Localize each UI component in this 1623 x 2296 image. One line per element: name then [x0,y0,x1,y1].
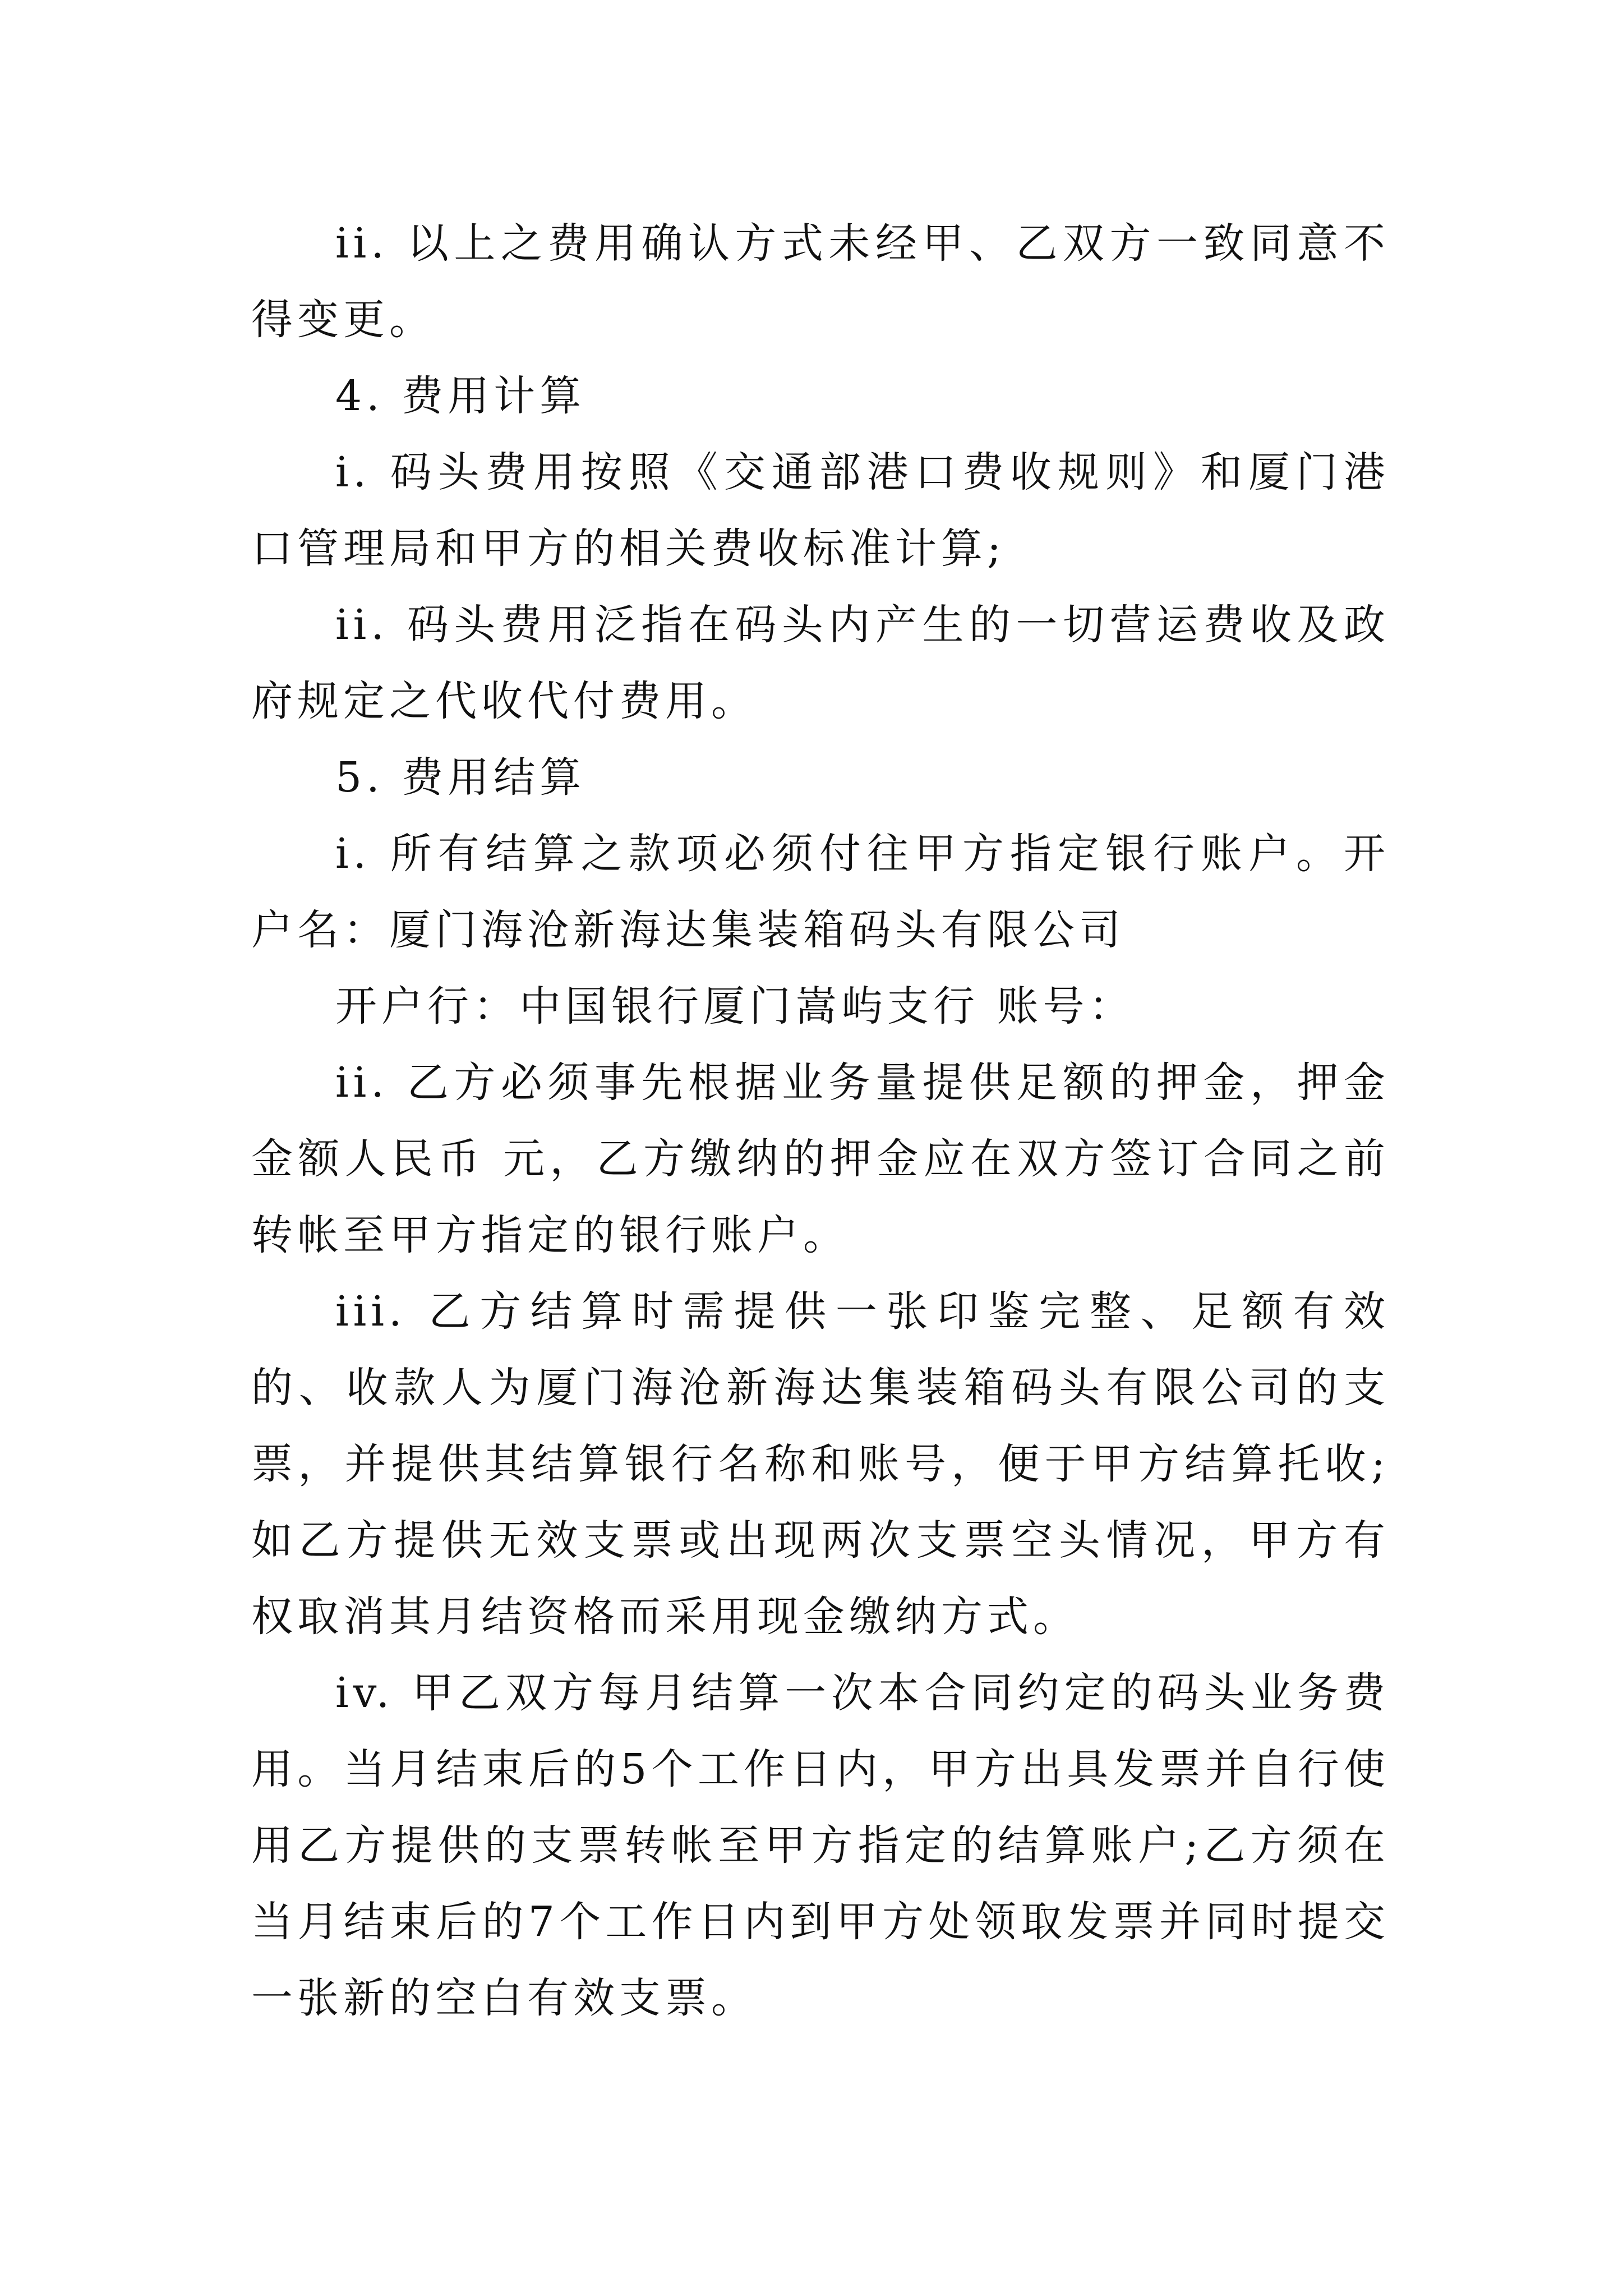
paragraph-deposit: ii. 乙方必须事先根据业务量提供足额的押金，押金金额人民币 元，乙方缴纳的押金应在双方签订合同之前转帐至甲方指定的银行账户。 [251,1059,1390,1259]
paragraph-terminal-fee-standard: i. 码头费用按照《交通部港口费收规则》和厦门港口管理局和甲方的相关费收标准计算; [251,448,1390,573]
paragraph-monthly-settlement: iv. 甲乙双方每月结算一次本合同约定的码头业务费用。当月结束后的5个工作日内，甲方出具发票并自行使用乙方提供的支票转帐至甲方指定的结算账户;乙方须在当月结束后的7个工作日内到甲方处领取发票并同时提交一张新的空白有效支票。 [251,1669,1390,2022]
paragraph-cheque-requirements: iii. 乙方结算时需提供一张印鉴完整、足额有效的、收款人为厦门海沧新海达集装箱码头有限公司的支票，并提供其结算银行名称和账号，便于甲方结算托收;如乙方提供无效支票或出现两次支票空头情况，甲方有权取消其月结资格而采用现金缴纳方式。 [251,1287,1390,1641]
document-body [251,205,1390,2036]
section-heading-fee-settlement: 5. 费用结算 [335,753,586,802]
paragraph-terminal-fee-definition: ii. 码头费用泛指在码头内产生的一切营运费收及政府规定之代收代付费用。 [251,601,1390,725]
paragraph-bank-branch-account: 开户行：中国银行厦门嵩屿支行 账号： [335,982,1135,1030]
paragraph-fee-confirmation-change: ii. 以上之费用确认方式未经甲、乙双方一致同意不得变更。 [251,219,1390,344]
paragraph-bank-account-name: i. 所有结算之款项必须付往甲方指定银行账户。开户名：厦门海沧新海达集装箱码头有限公司 [251,830,1390,954]
section-heading-fee-calculation: 4. 费用计算 [335,372,586,420]
